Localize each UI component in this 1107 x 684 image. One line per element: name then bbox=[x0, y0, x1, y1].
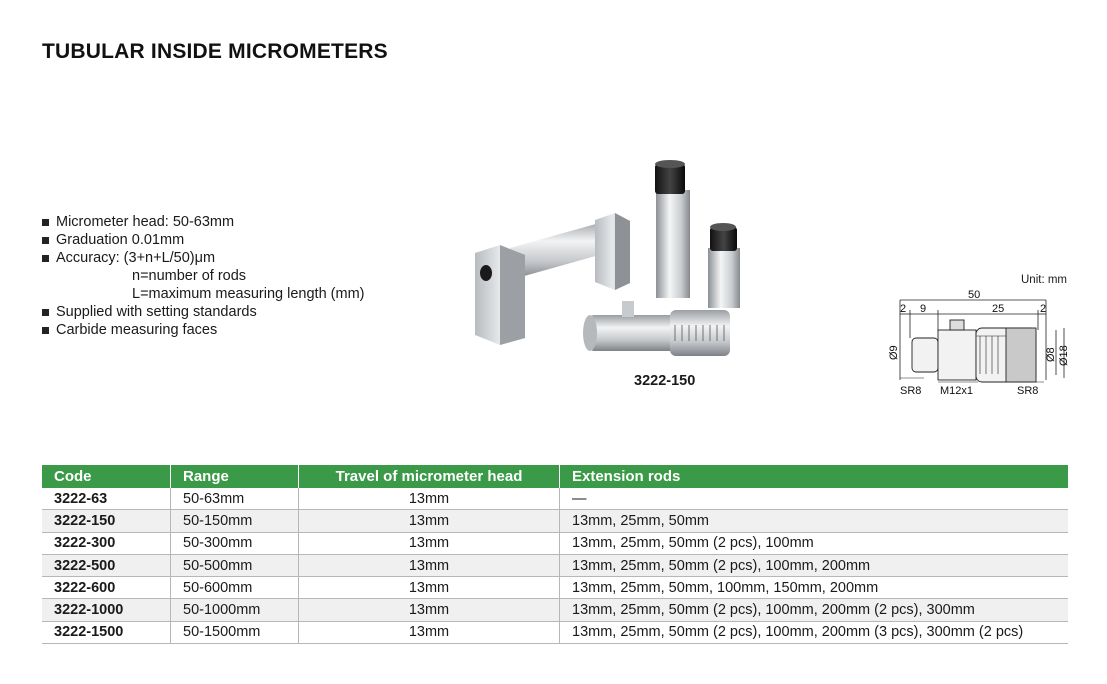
feature-item bbox=[42, 213, 364, 231]
product-photo bbox=[470, 155, 740, 370]
cell-travel: 13mm bbox=[299, 488, 560, 510]
accuracy-note: n=number of rods bbox=[132, 268, 247, 284]
dim-25: 25 bbox=[992, 303, 1005, 315]
accuracy-note: L=maximum measuring length (mm) bbox=[132, 286, 365, 302]
dia-18-label: Ø18 bbox=[1058, 345, 1070, 366]
dim-left: 2 bbox=[900, 303, 907, 315]
table-header-row bbox=[42, 465, 1068, 488]
cell-rods: 13mm, 25mm, 50mm, 100mm, 150mm, 200mm bbox=[560, 577, 1069, 599]
sr-right-label: SR8 bbox=[1017, 385, 1039, 397]
col-header-travel: Travel of micrometer head bbox=[299, 465, 560, 488]
feature-list bbox=[42, 213, 364, 339]
photo-caption: 3222-150 bbox=[634, 373, 696, 389]
dim-right: 2 bbox=[1040, 303, 1047, 315]
col-header-range: Range bbox=[171, 465, 299, 488]
cell-code: 3222-1000 bbox=[42, 599, 171, 621]
page-title: TUBULAR INSIDE MICROMETERS bbox=[42, 40, 388, 63]
col-header-rods: Extension rods bbox=[560, 465, 1069, 488]
cell-range: 50-63mm bbox=[171, 488, 299, 510]
technical-drawing bbox=[880, 270, 1075, 405]
cell-code: 3222-500 bbox=[42, 554, 171, 576]
cell-range: 50-500mm bbox=[171, 554, 299, 576]
extension-rods bbox=[655, 160, 740, 313]
table-row bbox=[42, 577, 1068, 599]
bullet-icon bbox=[42, 309, 49, 316]
cell-rods: 13mm, 25mm, 50mm (2 pcs), 100mm bbox=[560, 532, 1069, 554]
cell-travel: 13mm bbox=[299, 510, 560, 532]
cell-travel: 13mm bbox=[299, 554, 560, 576]
cell-rods: — bbox=[560, 488, 1069, 510]
bullet-icon bbox=[42, 255, 49, 262]
cell-range: 50-1000mm bbox=[171, 599, 299, 621]
micrometer-head bbox=[583, 301, 730, 356]
feature-text: Accuracy: (3+n+L/50)μm bbox=[56, 250, 216, 266]
feature-text: Micrometer head: 50-63mm bbox=[56, 214, 235, 230]
cell-rods: 13mm, 25mm, 50mm (2 pcs), 100mm, 200mm (3 pcs), 300mm (2 pcs) bbox=[560, 621, 1069, 643]
dim-9: 9 bbox=[920, 303, 927, 315]
cell-travel: 13mm bbox=[299, 577, 560, 599]
table-row bbox=[42, 532, 1068, 554]
feature-item bbox=[42, 249, 364, 267]
col-header-code: Code bbox=[42, 465, 171, 488]
cell-range: 50-1500mm bbox=[171, 621, 299, 643]
dia-8-label: Ø8 bbox=[1045, 347, 1057, 362]
table-row bbox=[42, 599, 1068, 621]
cell-range: 50-150mm bbox=[171, 510, 299, 532]
cell-travel: 13mm bbox=[299, 532, 560, 554]
table-row bbox=[42, 488, 1068, 510]
sr-left-label: SR8 bbox=[900, 385, 922, 397]
cell-rods: 13mm, 25mm, 50mm bbox=[560, 510, 1069, 532]
cell-travel: 13mm bbox=[299, 599, 560, 621]
unit-label: Unit: mm bbox=[1021, 274, 1067, 286]
cell-code: 3222-300 bbox=[42, 532, 171, 554]
table-row bbox=[42, 621, 1068, 643]
dia-9-label: Ø9 bbox=[888, 345, 900, 360]
dim-total: 50 bbox=[968, 289, 981, 301]
bullet-icon bbox=[42, 327, 49, 334]
feature-item bbox=[42, 231, 364, 249]
cell-travel: 13mm bbox=[299, 621, 560, 643]
cell-code: 3222-150 bbox=[42, 510, 171, 532]
cell-rods: 13mm, 25mm, 50mm (2 pcs), 100mm, 200mm (2 pcs), 300mm bbox=[560, 599, 1069, 621]
cell-range: 50-300mm bbox=[171, 532, 299, 554]
table-row bbox=[42, 510, 1068, 532]
bullet-icon bbox=[42, 237, 49, 244]
cell-code: 3222-600 bbox=[42, 577, 171, 599]
thread-label: M12x1 bbox=[940, 385, 974, 397]
feature-text: Supplied with setting standards bbox=[56, 304, 257, 320]
feature-text: Graduation 0.01mm bbox=[56, 232, 185, 248]
table-row bbox=[42, 554, 1068, 576]
bullet-icon bbox=[42, 219, 49, 226]
feature-text: Carbide measuring faces bbox=[56, 322, 218, 338]
cell-range: 50-600mm bbox=[171, 577, 299, 599]
specs-table bbox=[42, 465, 1068, 644]
feature-item bbox=[42, 303, 364, 321]
cell-rods: 13mm, 25mm, 50mm (2 pcs), 100mm, 200mm bbox=[560, 554, 1069, 576]
feature-item bbox=[42, 321, 364, 339]
cell-code: 3222-63 bbox=[42, 488, 171, 510]
cell-code: 3222-1500 bbox=[42, 621, 171, 643]
